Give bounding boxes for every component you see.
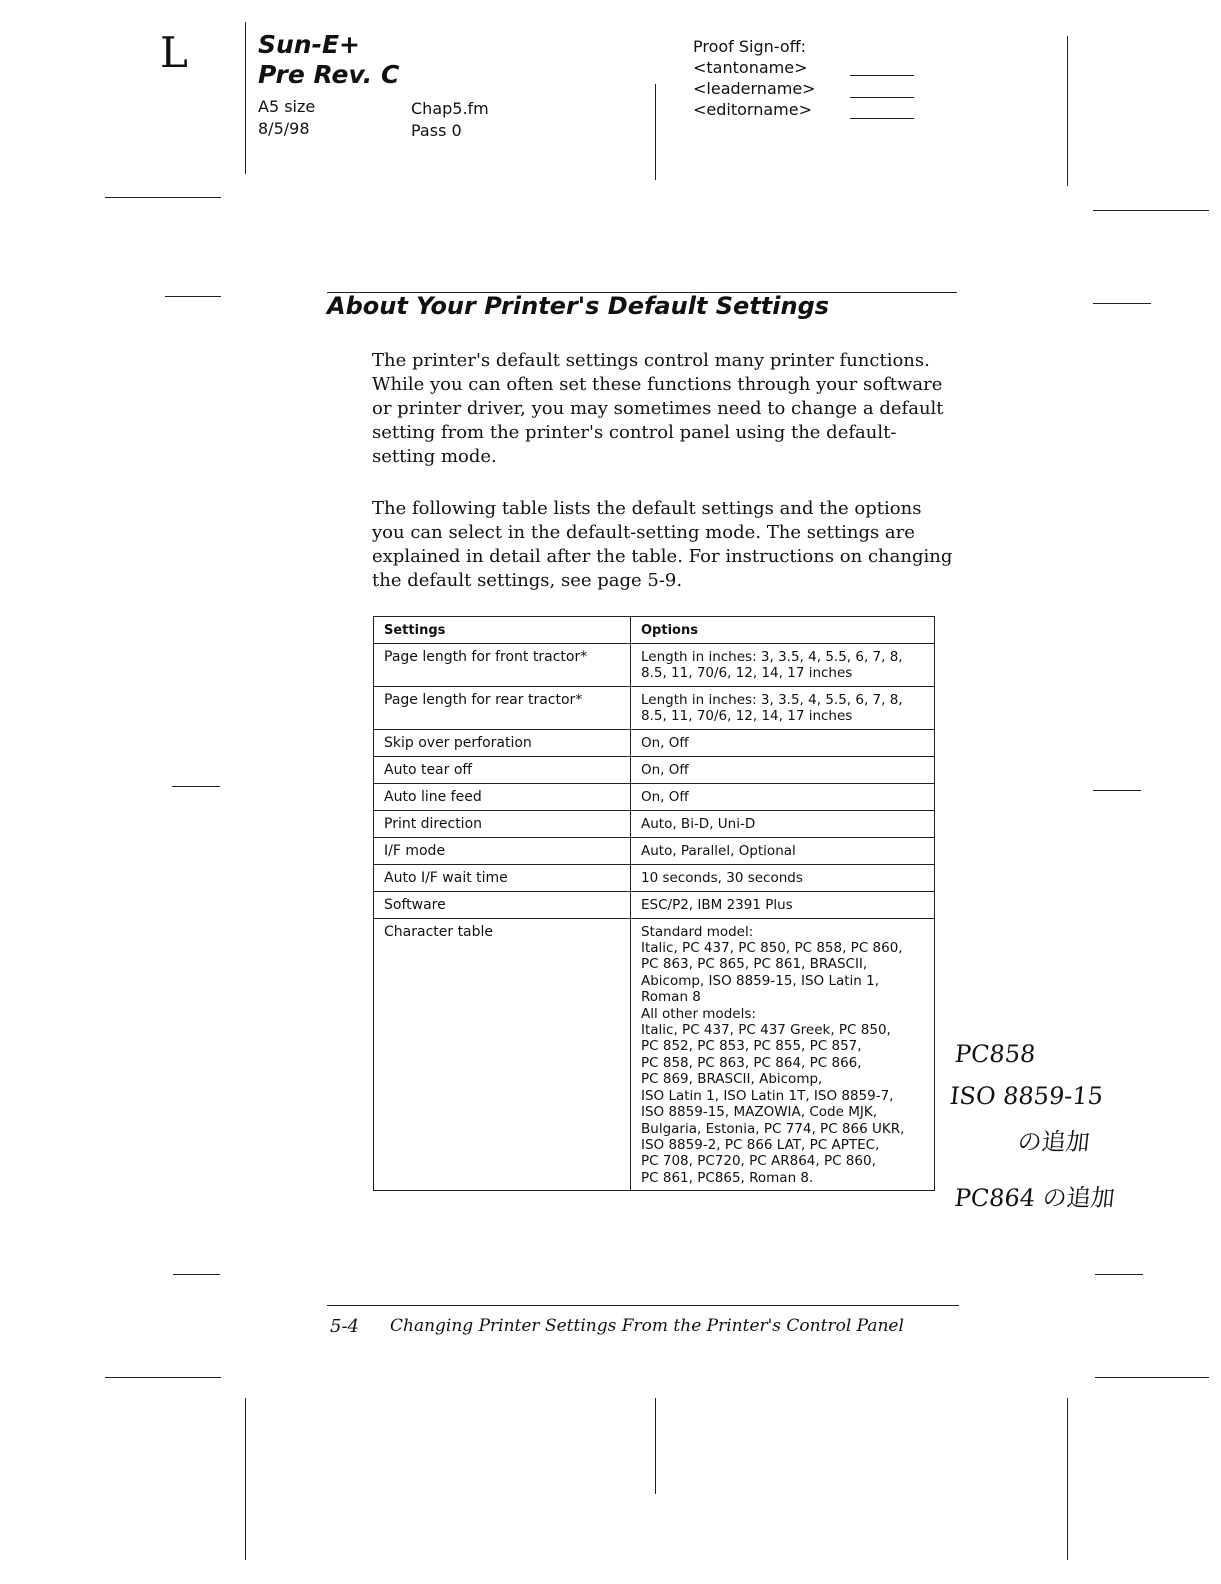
options-cell: On, Off: [631, 756, 935, 783]
setting-cell: Page length for rear tractor*: [374, 686, 631, 729]
table-row: [374, 729, 935, 756]
options-cell: Length in inches: 3, 3.5, 4, 5.5, 6, 7, 8, 8.5, 11, 70/6, 12, 14, 17 inches: [631, 644, 935, 687]
column-header-settings: Settings: [374, 617, 631, 644]
table-row: [374, 644, 935, 687]
options-cell: Standard model: Italic, PC 437, PC 850, PC 858, PC 860, PC 863, PC 865, PC 861, BRASCII, Abicomp, ISO 8859-15, ISO Latin 1, Roman 8 All other models: Italic, PC 437, PC 437 Greek, PC 850, PC 852, PC 853, PC 855, PC 857, PC 858, PC 863, PC 864, PC 866, PC 869, BRASCII, Abicomp, ISO Latin 1, ISO Latin 1T, ISO 8859-7, ISO 8859-15, MAZOWIA, Code MJK, Bulgaria, Estonia, PC 774, PC 866 UKR, ISO 8859-2, PC 866 LAT, PC APTEC, PC 708, PC720, PC AR864, PC 860, PC 861, PC865, Roman 8.: [631, 918, 935, 1191]
chapter-title: Changing Printer Settings From the Printer's Control Panel: [390, 1316, 904, 1336]
crop-mark: [105, 197, 221, 198]
crop-mark: [1093, 303, 1151, 304]
setting-cell: Page length for front tractor*: [374, 644, 631, 687]
signature-line: [850, 97, 914, 98]
intro-paragraph: The printer's default settings control many printer functions. While you can often set these functions through your software or printer driver, you may sometimes need to change a default setting from the printer's control panel using the default-setting mode.: [372, 350, 944, 467]
crop-mark: [105, 1377, 221, 1378]
proof-signoff: [693, 36, 816, 120]
project-name: Sun-E+: [258, 30, 361, 59]
table-row: [374, 864, 935, 891]
handwritten-note: ISO 8859-15: [948, 1082, 1105, 1110]
setting-cell: Auto tear off: [374, 756, 631, 783]
crop-mark: [165, 296, 221, 297]
table-intro-paragraph: The following table lists the default settings and the options you can select in the default-setting mode. The settings are explained in detail after the table. For instructions on changing the default settings, see page 5-9.: [372, 498, 953, 591]
crop-mark: [245, 1398, 246, 1560]
proof-name: <tantoname>: [693, 58, 808, 77]
handwritten-note: の追加: [1016, 1128, 1092, 1156]
revision-label: Pre Rev. C: [258, 60, 400, 89]
date: 8/5/98: [258, 119, 310, 138]
options-cell: Length in inches: 3, 3.5, 4, 5.5, 6, 7, 8, 8.5, 11, 70/6, 12, 14, 17 inches: [631, 686, 935, 729]
crop-mark: [1095, 1377, 1209, 1378]
crop-mark: [655, 1398, 656, 1494]
crop-mark: [173, 1274, 220, 1275]
setting-cell: Skip over perforation: [374, 729, 631, 756]
options-cell: 10 seconds, 30 seconds: [631, 864, 935, 891]
options-cell: Auto, Parallel, Optional: [631, 837, 935, 864]
crop-mark: [172, 786, 220, 787]
corner-mark: L: [160, 28, 188, 77]
default-settings-table: [373, 616, 935, 1191]
signature-line: [850, 75, 914, 76]
setting-cell: Auto I/F wait time: [374, 864, 631, 891]
pass-label: Pass 0: [411, 121, 462, 140]
setting-cell: I/F mode: [374, 837, 631, 864]
proof-title: Proof Sign-off:: [693, 37, 807, 56]
table-row: [374, 891, 935, 918]
handwritten-note: PC858: [953, 1040, 1037, 1068]
file-name: Chap5.fm: [411, 99, 489, 118]
options-cell: Auto, Bi-D, Uni-D: [631, 810, 935, 837]
setting-cell: Character table: [374, 918, 631, 1191]
crop-mark: [655, 84, 656, 180]
crop-mark: [1067, 1398, 1068, 1560]
proof-name: <leadername>: [693, 79, 816, 98]
page-number: 5-4: [330, 1316, 359, 1337]
proof-name: <editorname>: [693, 100, 812, 119]
table-row: [374, 918, 935, 1191]
section-heading: About Your Printer's Default Settings: [327, 292, 830, 320]
options-cell: On, Off: [631, 729, 935, 756]
project-title: [258, 30, 399, 90]
options-cell: On, Off: [631, 783, 935, 810]
page-size: A5 size: [258, 97, 316, 116]
signature-line: [850, 118, 914, 119]
table-row: [374, 837, 935, 864]
table-row: [374, 756, 935, 783]
crop-mark: [1095, 1274, 1143, 1275]
options-cell: ESC/P2, IBM 2391 Plus: [631, 891, 935, 918]
crop-mark: [1093, 790, 1141, 791]
table-row: [374, 810, 935, 837]
table-row: [374, 686, 935, 729]
setting-cell: Print direction: [374, 810, 631, 837]
handwritten-note: PC864 の追加: [953, 1184, 1117, 1212]
column-header-options: Options: [631, 617, 935, 644]
setting-cell: Auto line feed: [374, 783, 631, 810]
crop-mark: [1067, 36, 1068, 186]
crop-mark: [245, 22, 246, 174]
setting-cell: Software: [374, 891, 631, 918]
footer-rule: [327, 1305, 959, 1306]
crop-mark: [1093, 210, 1209, 211]
table-row: [374, 783, 935, 810]
table-header-row: [374, 617, 935, 644]
